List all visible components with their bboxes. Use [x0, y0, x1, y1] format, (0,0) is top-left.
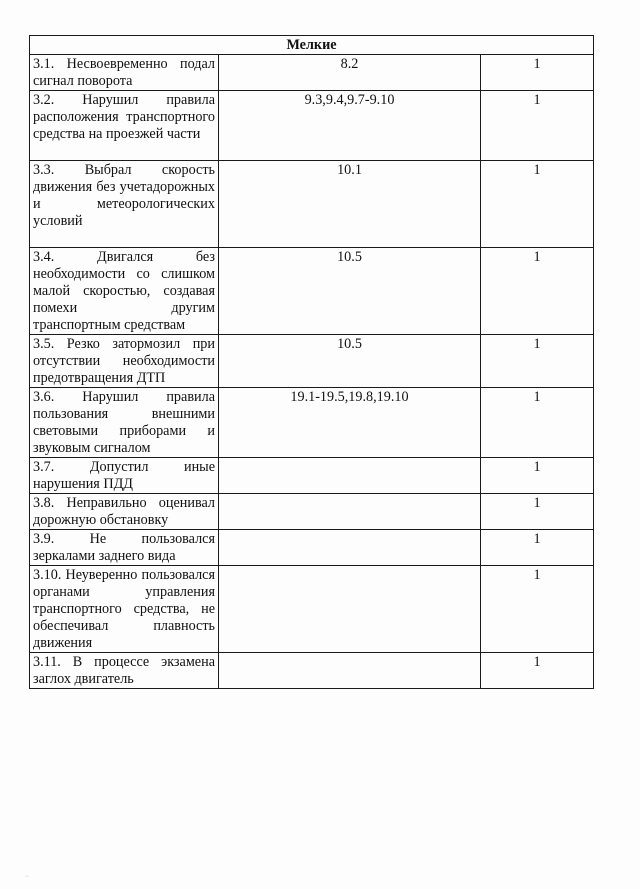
- table-title-row: [30, 36, 594, 55]
- penalty-points: 1: [481, 161, 594, 248]
- table-row: [30, 530, 594, 566]
- rule-reference: 10.5: [219, 248, 481, 335]
- rule-reference: [219, 530, 481, 566]
- rule-reference: [219, 653, 481, 689]
- violation-description: 3.3. Выбрал скорость движения без учетадорожных и метеорологических условий: [30, 161, 219, 248]
- table-row: [30, 566, 594, 653]
- penalty-points: 1: [481, 91, 594, 161]
- penalty-points: 1: [481, 653, 594, 689]
- rule-reference: 19.1-19.5,19.8,19.10: [219, 388, 481, 458]
- table-row: [30, 388, 594, 458]
- table-row: [30, 458, 594, 494]
- penalty-points: 1: [481, 458, 594, 494]
- violation-description: 3.11. В процессе экзамена заглох двигатель: [30, 653, 219, 689]
- rule-reference: [219, 494, 481, 530]
- violation-description: 3.1. Несвоевременно подал сигнал поворота: [30, 55, 219, 91]
- violation-description: 3.2. Нарушил правила расположения транспортного средства на проезжей части: [30, 91, 219, 161]
- table-row: [30, 161, 594, 248]
- violation-description: 3.4. Двигался без необходимости со слишком малой скоростью, создавая помехи другим транспортным средствам: [30, 248, 219, 335]
- penalty-points: 1: [481, 566, 594, 653]
- table-row: [30, 335, 594, 388]
- scan-artifact: ··: [25, 874, 29, 880]
- penalty-points: 1: [481, 55, 594, 91]
- rule-reference: [219, 566, 481, 653]
- table-row: [30, 248, 594, 335]
- rule-reference: [219, 458, 481, 494]
- penalty-points: 1: [481, 494, 594, 530]
- rule-reference: 10.1: [219, 161, 481, 248]
- table-row: [30, 91, 594, 161]
- violation-description: 3.10. Неуверенно пользовался органами управления транспортного средства, не обеспечивал плавность движения: [30, 566, 219, 653]
- violation-description: 3.7. Допустил иные нарушения ПДД: [30, 458, 219, 494]
- minor-violations-table: [29, 35, 594, 689]
- rule-reference: 10.5: [219, 335, 481, 388]
- violation-description: 3.8. Неправильно оценивал дорожную обстановку: [30, 494, 219, 530]
- penalty-points: 1: [481, 530, 594, 566]
- violation-description: 3.9. Не пользовался зеркалами заднего вида: [30, 530, 219, 566]
- table-row: [30, 494, 594, 530]
- violation-description: 3.5. Резко затормозил при отсутствии необходимости предотвращения ДТП: [30, 335, 219, 388]
- table-row: [30, 55, 594, 91]
- table-title: Мелкие: [30, 36, 594, 55]
- penalty-points: 1: [481, 248, 594, 335]
- rule-reference: 9.3,9.4,9.7-9.10: [219, 91, 481, 161]
- penalty-points: 1: [481, 335, 594, 388]
- violation-description: 3.6. Нарушил правила пользования внешними световыми приборами и звуковым сигналом: [30, 388, 219, 458]
- penalty-points: 1: [481, 388, 594, 458]
- table-row: [30, 653, 594, 689]
- rule-reference: 8.2: [219, 55, 481, 91]
